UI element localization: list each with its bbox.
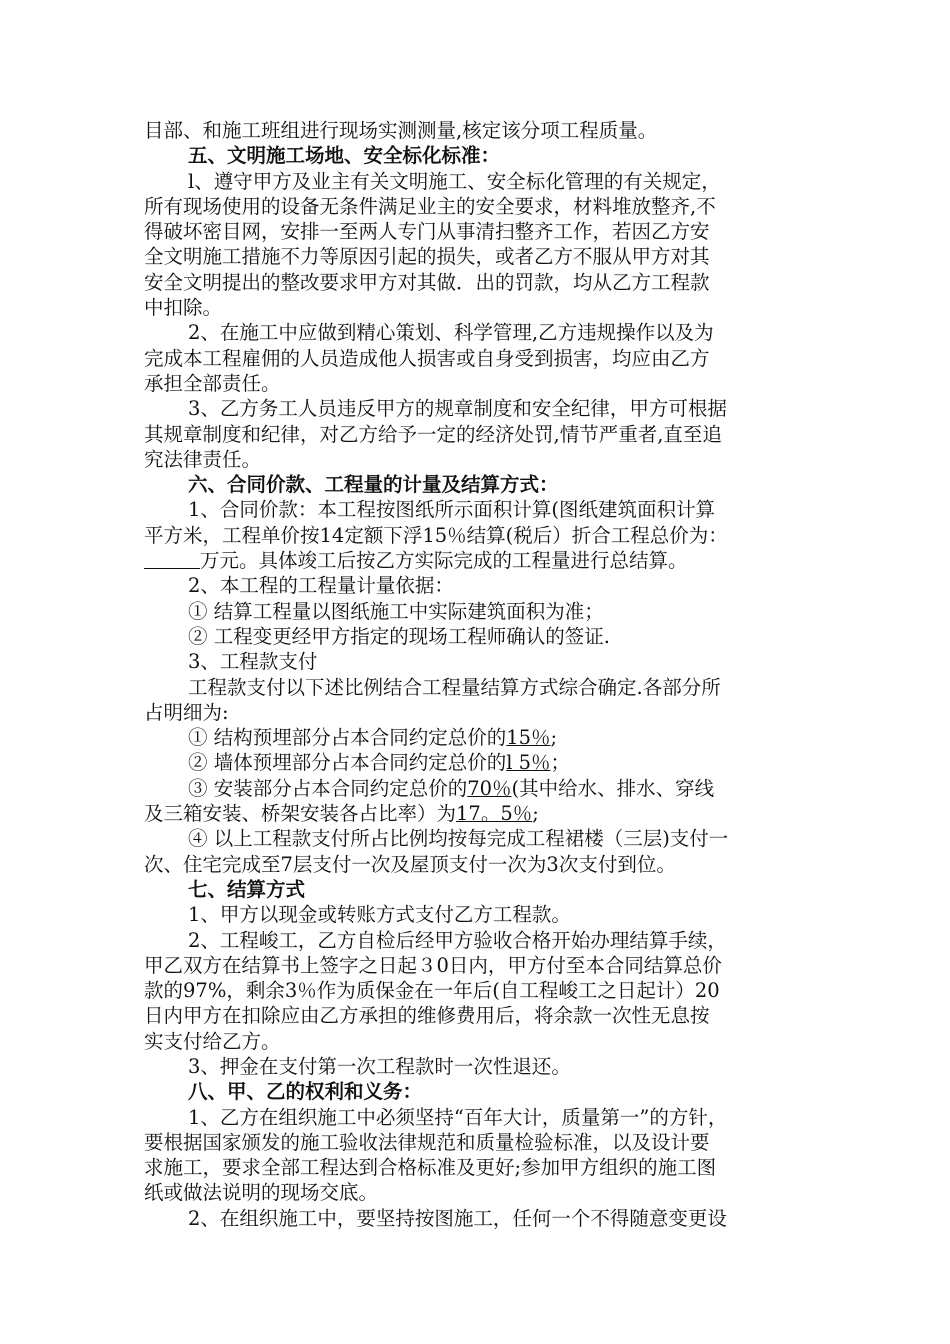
- body-line: 1、合同价款：本工程按图纸所示面积计算(图纸建筑面积计算: [188, 498, 716, 522]
- body-line: 完成本工程雇佣的人员造成他人损害或自身受到损害，均应由乙方: [144, 346, 710, 370]
- body-line: 得破坏密目网，安排一至两人专门从事清扫整齐工作，若因乙方安: [144, 220, 710, 244]
- body-text: 及三箱安装、桥架安装各占比率）为: [144, 802, 457, 826]
- body-text: ② 墙体预埋部分占本合同约定总价的: [188, 751, 507, 775]
- underlined-value: 15％: [506, 726, 551, 750]
- body-line: [144, 801, 814, 826]
- body-line: [144, 776, 814, 801]
- body-line: [144, 750, 814, 775]
- underlined-value: 17。5％: [456, 802, 533, 826]
- section-heading: 六、合同价款、工程量的计量及结算方式：: [188, 473, 559, 497]
- body-line: 所有现场使用的设备无条件满足业主的安全要求，材料堆放整齐,不: [144, 194, 716, 218]
- body-line: 2、在组织施工中，要坚持按图施工，任何一个不得随意变更设: [188, 1206, 727, 1230]
- body-text: ③ 安装部分占本合同约定总价的: [188, 776, 468, 800]
- fill-in-blank: [144, 550, 200, 569]
- document-page: [144, 118, 814, 1231]
- body-line: [144, 725, 814, 750]
- body-line: ② 工程变更经甲方指定的现场工程师确认的签证.: [188, 624, 610, 648]
- body-line: 纸或做法说明的现场交底。: [144, 1181, 379, 1205]
- body-line: 甲乙双方在结算书上签字之日起３0日内，甲方付至本合同结算总价: [144, 953, 722, 977]
- body-line: 安全文明提出的整改要求甲方对其做．出的罚款，均从乙方工程款: [144, 270, 710, 294]
- body-text: ；: [550, 751, 571, 775]
- body-line: ① 结算工程量以图纸施工中实际建筑面积为准；: [188, 599, 604, 623]
- body-line: 中扣除。: [144, 296, 223, 320]
- body-line: 求施工，要求全部工程达到合格标准及更好;参加甲方组织的施工图: [144, 1156, 717, 1180]
- body-line: ④ 以上工程款支付所占比例均按每完成工程裙楼（三层)支付一: [188, 827, 729, 851]
- body-line: [144, 548, 814, 573]
- section-heading: 五、文明施工场地、安全标化标准：: [188, 144, 501, 168]
- body-line: 2、在施工中应做到精心策划、科学管理,乙方违规操作以及为: [188, 321, 714, 345]
- body-text: (其中给水、排水、穿线: [511, 776, 715, 800]
- body-text: ;: [550, 726, 558, 750]
- body-text: 万元。具体竣工后按乙方实际完成的工程量进行总结算。: [200, 549, 688, 573]
- body-line: 2、本工程的工程量计量依据：: [188, 574, 454, 598]
- body-line: 3、工程款支付: [188, 650, 318, 674]
- body-line: 款的97%，剩余3％作为质保金在一年后(自工程峻工之日起计）20: [144, 979, 720, 1003]
- body-line: 2、工程峻工，乙方自检后经甲方验收合格开始办理结算手续，: [188, 928, 727, 952]
- body-line: 1、甲方以现金或转账方式支付乙方工程款。: [188, 903, 571, 927]
- body-line: 全文明施工措施不力等原因引起的损失，或者乙方不服从甲方对其: [144, 245, 710, 269]
- body-text: ① 结构预埋部分占本合同约定总价的: [188, 726, 507, 750]
- body-line: 工程款支付以下述比例结合工程量结算方式综合确定.各部分所: [188, 675, 721, 699]
- body-line: 其规章制度和纪律，对乙方给予一定的经济处罚,情节严重者,直至追: [144, 422, 722, 446]
- body-line: 要根据国家颁发的施工验收法律规范和质量检验标准，以及设计要: [144, 1130, 710, 1154]
- body-line: 平方米，工程单价按14定额下浮15％结算(税后）折合工程总价为：: [144, 523, 728, 547]
- body-line: 占明细为:: [144, 700, 229, 724]
- body-text: ;: [532, 802, 539, 826]
- body-line: 实支付给乙方。: [144, 1029, 281, 1053]
- body-line: 日内甲方在扣除应由乙方承担的维修费用后，将余款一次性无息按: [144, 1004, 710, 1028]
- body-line: 次、住宅完成至7层支付一次及屋顶支付一次为3次支付到位。: [144, 852, 676, 876]
- body-line: 3、押金在支付第一次工程款时一次性退还。: [188, 1054, 571, 1078]
- body-line: 究法律责任。: [144, 447, 262, 471]
- body-line: 1、乙方在组织施工中必须坚持“百年大计，质量第一”的方针，: [188, 1105, 728, 1129]
- body-line: 承担全部责任。: [144, 371, 281, 395]
- body-line: l、遵守甲方及业主有关文明施工、安全标化管理的有关规定，: [188, 169, 721, 193]
- underlined-value: l 5％: [506, 751, 551, 775]
- body-line: 目部、和施工班组进行现场实测测量,核定该分项工程质量。: [144, 119, 658, 142]
- underlined-value: 70％: [467, 776, 512, 800]
- section-heading: 七、结算方式: [188, 877, 306, 901]
- body-line: 3、乙方务工人员违反甲方的规章制度和安全纪律，甲方可根据: [188, 397, 727, 421]
- section-heading: 八、甲、乙的权利和义务：: [188, 1080, 423, 1104]
